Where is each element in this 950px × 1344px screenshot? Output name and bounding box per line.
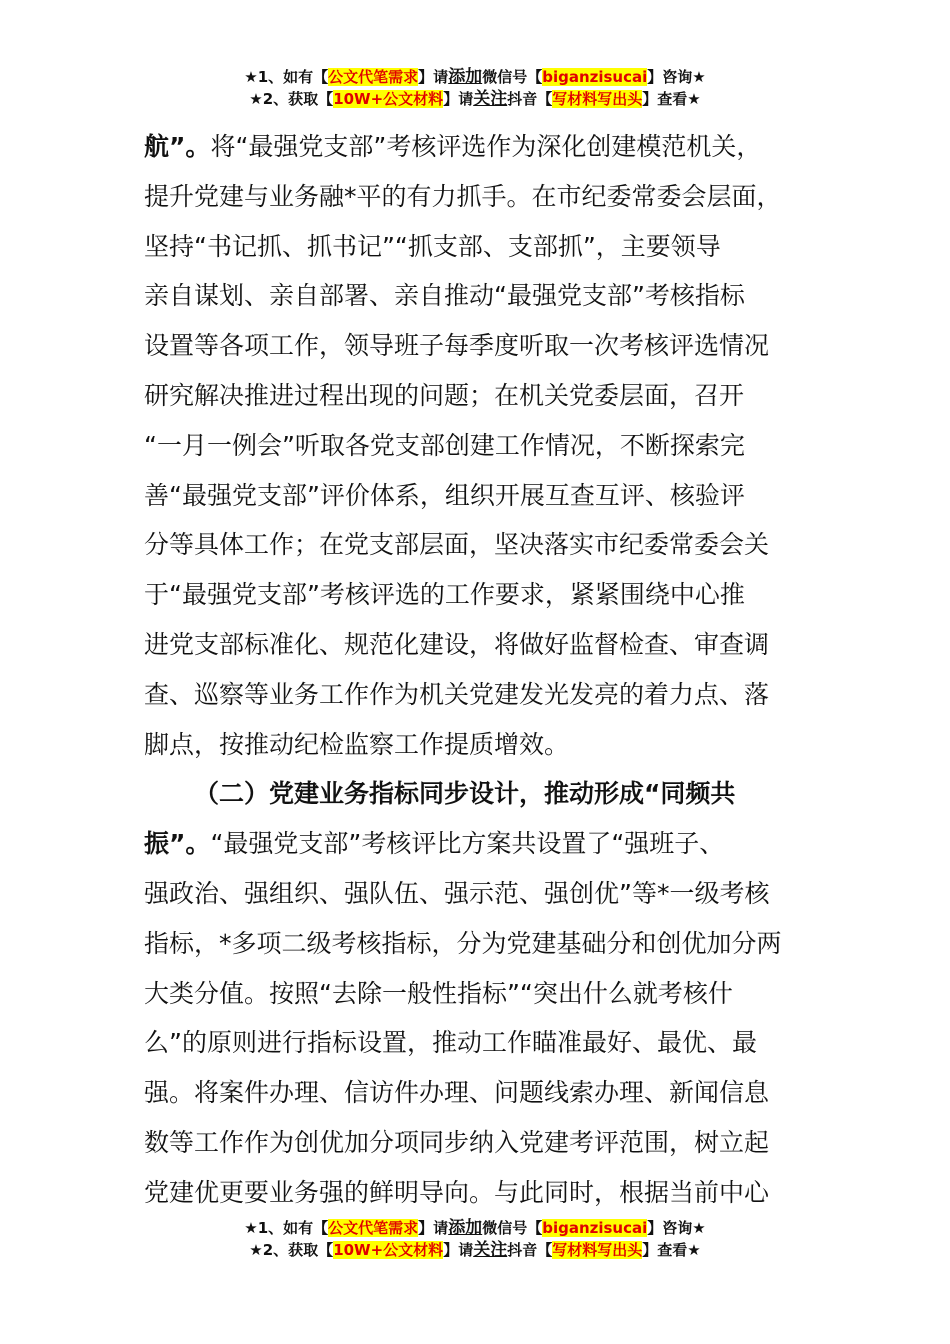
- banner-highlight: biganzisucai: [542, 1219, 648, 1237]
- body-line: [144, 969, 824, 1019]
- banner-text: ★1、如有【: [244, 1219, 329, 1237]
- body-line-bold: 航”。: [144, 132, 211, 161]
- body-line-text: 善“最强党支部”评价体系，组织开展互查互评、核验评: [144, 480, 745, 510]
- banner-underlined: 关注: [473, 1240, 508, 1260]
- body-line: [144, 520, 824, 570]
- body-line-text: 党建优更要业务强的鲜明导向。与此同时，根据当前中心: [144, 1177, 770, 1207]
- banner-text: 】请: [418, 68, 449, 86]
- body-line-text: 强。将案件办理、信访件办理、问题线索办理、新闻信息: [144, 1078, 770, 1108]
- banner-text: 】咨询★: [647, 1219, 706, 1237]
- banner-highlight: 写材料写出头: [552, 90, 643, 108]
- body-line: [144, 172, 824, 222]
- body-line-bold: 振”。: [144, 829, 211, 859]
- body-line-text: 亲自谋划、亲自部署、亲自推动“最强党支部”考核指标: [144, 281, 745, 311]
- body-line-text: 么”的原则进行指标设置，推动工作瞄准最好、最优、最: [144, 1028, 757, 1058]
- body-line: [144, 769, 824, 819]
- body-line: [144, 1068, 824, 1118]
- body-line: [144, 620, 824, 670]
- banner-text: 】请: [443, 90, 474, 108]
- body-line: [144, 819, 824, 869]
- banner-highlight: 公文代笔需求: [328, 1219, 419, 1237]
- banner-text: 微信号【: [482, 68, 543, 86]
- banner-highlight: 10W+公文材料: [333, 1241, 444, 1259]
- body-line: [144, 122, 824, 172]
- body-line: [144, 1018, 824, 1068]
- banner-text: ★1、如有【: [244, 68, 329, 86]
- body-line-text: “一月一例会”听取各党支部创建工作情况，不断探索完: [144, 430, 745, 460]
- banner-text: 】查看★: [642, 1241, 701, 1259]
- body-line: [144, 1168, 824, 1218]
- footer-banner-line-1: [0, 1217, 950, 1239]
- banner-text: 抖音【: [507, 1241, 553, 1259]
- body-line-text: 进党支部标准化、规范化建设，将做好监督检查、审查调: [144, 629, 770, 659]
- header-banner-line-1: [0, 66, 950, 88]
- body-line: [144, 321, 824, 371]
- body-line: [144, 670, 824, 720]
- banner-text: 】咨询★: [647, 68, 706, 86]
- banner-text: ★2、获取【: [249, 90, 334, 108]
- banner-underlined: 关注: [473, 89, 508, 109]
- body-line-text: 研究解决推进过程出现的问题；在机关党委层面，召开: [144, 380, 745, 410]
- body-line-text: 于“最强党支部”考核评选的工作要求，紧紧围绕中心推: [144, 580, 745, 610]
- body-line-text: 设置等各项工作，领导班子每季度听取一次考核评选情况: [144, 331, 770, 361]
- body-line: [144, 919, 824, 969]
- body-line: [144, 271, 824, 321]
- banner-text: ★2、获取【: [249, 1241, 334, 1259]
- banner-underlined: 添加: [448, 1218, 483, 1238]
- body-line-text: 指标，*多项二级考核指标，分为党建基础分和创优加分两: [144, 928, 782, 958]
- body-line: [144, 421, 824, 471]
- banner-text: 抖音【: [507, 90, 553, 108]
- body-line-text: 分等具体工作；在党支部层面，坚决落实市纪委常委会关: [144, 530, 770, 560]
- body-line-text: 坚持“书记抓、抓书记”“抓支部、支部抓”，主要领导: [144, 231, 721, 261]
- banner-highlight: 公文代笔需求: [328, 68, 419, 86]
- body-line-text: 提升党建与业务融*平的有力抓手。在市纪委常委会层面，: [144, 181, 782, 211]
- body-line: [144, 1118, 824, 1168]
- body-line-bold: （二）党建业务指标同步设计，推动形成“同频共: [194, 779, 736, 809]
- header-banner-line-2: [0, 88, 950, 110]
- body-line: [144, 471, 824, 521]
- body-line: [144, 222, 824, 272]
- body-line-text: 强政治、强组织、强队伍、强示范、强创优”等*一级考核: [144, 878, 770, 908]
- body-line: [144, 720, 824, 770]
- banner-underlined: 添加: [448, 67, 483, 87]
- body-line-text: 大类分值。按照“去除一般性指标”“突出什么就考核什: [144, 978, 733, 1008]
- banner-highlight: 10W+公文材料: [333, 90, 444, 108]
- banner-text: 微信号【: [482, 1219, 543, 1237]
- banner-text: 】请: [418, 1219, 449, 1237]
- body-line-text: 脚点，按推动纪检监察工作提质增效。: [144, 729, 570, 759]
- banner-text: 】请: [443, 1241, 474, 1259]
- body-line: [144, 570, 824, 620]
- footer-banner-line-2: [0, 1239, 950, 1261]
- body-line: [144, 869, 824, 919]
- body-line-text: 数等工作作为创优加分项同步纳入党建考评范围，树立起: [144, 1127, 770, 1157]
- body-line-text: 将“最强党支部”考核评选作为深化创建模范机关，: [210, 132, 762, 161]
- banner-highlight: biganzisucai: [542, 68, 648, 86]
- body-line-text: “最强党支部”考核评比方案共设置了“强班子、: [210, 829, 725, 859]
- body-line: [144, 371, 824, 421]
- document-body: [144, 122, 824, 1218]
- banner-highlight: 写材料写出头: [552, 1241, 643, 1259]
- banner-text: 】查看★: [642, 90, 701, 108]
- header-banner: [0, 66, 950, 110]
- body-line-text: 查、巡察等业务工作作为机关党建发光发亮的着力点、落: [144, 679, 770, 709]
- footer-banner: [0, 1217, 950, 1261]
